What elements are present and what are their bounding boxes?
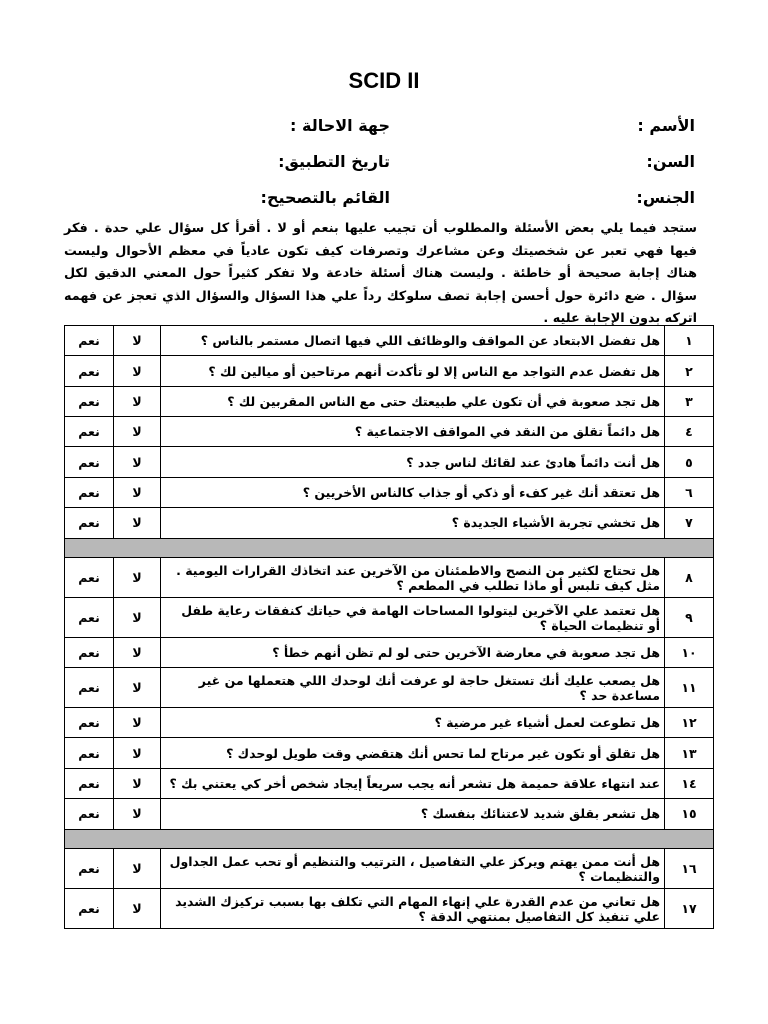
question-number: ٩ bbox=[665, 598, 714, 638]
question-text: هل أنت دائماً هادئ عند لقائك لناس جدد ؟ bbox=[161, 447, 665, 477]
answer-no-option[interactable]: لا bbox=[114, 558, 161, 598]
section-separator bbox=[65, 538, 714, 558]
date-field-label: تاريخ التطبيق: bbox=[278, 152, 390, 171]
question-row bbox=[65, 508, 714, 538]
question-text: هل يصعب عليك أنك تستغل حاجة لو عرفت أنك لوحدك اللي هتعملها من غير مساعدة حد ؟ bbox=[161, 668, 665, 708]
question-number: ٤ bbox=[665, 417, 714, 447]
question-row bbox=[65, 447, 714, 477]
answer-no-option[interactable]: لا bbox=[114, 417, 161, 447]
question-number: ١٤ bbox=[665, 768, 714, 798]
question-text: هل تطوعت لعمل أشياء غير مرضية ؟ bbox=[161, 708, 665, 738]
answer-yes-option[interactable]: نعم bbox=[65, 708, 114, 738]
question-row bbox=[65, 558, 714, 598]
answer-no-option[interactable]: لا bbox=[114, 477, 161, 507]
answer-yes-option[interactable]: نعم bbox=[65, 386, 114, 416]
answer-no-option[interactable]: لا bbox=[114, 768, 161, 798]
question-row bbox=[65, 849, 714, 889]
page-title: SCID II bbox=[348, 68, 420, 93]
answer-yes-option[interactable]: نعم bbox=[65, 738, 114, 768]
question-number: ١٥ bbox=[665, 799, 714, 829]
question-text: هل تعتمد علي الآخرين ليتولوا المساحات الهامة في حياتك كنفقات رعاية طفل أو تنظيمات الحياة ؟ bbox=[161, 598, 665, 638]
question-text: هل تحتاج لكثير من النصح والاطمئنان من الآخرين عند اتخاذك القرارات اليومية . مثل كيف تلبس أو ماذا تطلب في المطعم ؟ bbox=[161, 558, 665, 598]
answer-yes-option[interactable]: نعم bbox=[65, 637, 114, 667]
referral-field-label: جهة الاحالة : bbox=[290, 116, 390, 135]
answer-yes-option[interactable]: نعم bbox=[65, 768, 114, 798]
answer-yes-option[interactable]: نعم bbox=[65, 326, 114, 356]
question-number: ١٦ bbox=[665, 849, 714, 889]
age-field-label: السن: bbox=[646, 152, 695, 171]
question-row bbox=[65, 889, 714, 929]
question-number: ١٢ bbox=[665, 708, 714, 738]
question-text: هل تجد صعوبة في معارضة الآخرين حتى لو لم تظن أنهم خطأ ؟ bbox=[161, 637, 665, 667]
answer-no-option[interactable]: لا bbox=[114, 637, 161, 667]
question-text: هل تقلق أو تكون غير مرتاح لما تحس أنك هتقضي وقت طويل لوحدك ؟ bbox=[161, 738, 665, 768]
answer-no-option[interactable]: لا bbox=[114, 447, 161, 477]
answer-no-option[interactable]: لا bbox=[114, 889, 161, 929]
answer-no-option[interactable]: لا bbox=[114, 738, 161, 768]
question-text: هل دائماً تقلق من النقد في المواقف الاجتماعية ؟ bbox=[161, 417, 665, 447]
question-row bbox=[65, 386, 714, 416]
question-number: ١٣ bbox=[665, 738, 714, 768]
question-row bbox=[65, 326, 714, 356]
answer-no-option[interactable]: لا bbox=[114, 598, 161, 638]
sex-field-label: الجنس: bbox=[636, 188, 695, 207]
question-text: هل تجد صعوبة في أن تكون علي طبيعتك حتى مع الناس المقربين لك ؟ bbox=[161, 386, 665, 416]
answer-yes-option[interactable]: نعم bbox=[65, 447, 114, 477]
section-separator bbox=[65, 829, 714, 849]
answer-yes-option[interactable]: نعم bbox=[65, 477, 114, 507]
question-row bbox=[65, 668, 714, 708]
question-number: ١ bbox=[665, 326, 714, 356]
answer-no-option[interactable]: لا bbox=[114, 508, 161, 538]
answer-no-option[interactable]: لا bbox=[114, 356, 161, 386]
question-row bbox=[65, 637, 714, 667]
question-number: ٢ bbox=[665, 356, 714, 386]
question-number: ١٧ bbox=[665, 889, 714, 929]
question-row bbox=[65, 708, 714, 738]
question-row bbox=[65, 477, 714, 507]
question-number: ٦ bbox=[665, 477, 714, 507]
answer-yes-option[interactable]: نعم bbox=[65, 417, 114, 447]
answer-yes-option[interactable]: نعم bbox=[65, 558, 114, 598]
question-row bbox=[65, 768, 714, 798]
answer-no-option[interactable]: لا bbox=[114, 386, 161, 416]
answer-no-option[interactable]: لا bbox=[114, 799, 161, 829]
answer-yes-option[interactable]: نعم bbox=[65, 889, 114, 929]
question-number: ٧ bbox=[665, 508, 714, 538]
question-number: ١١ bbox=[665, 668, 714, 708]
question-text: عند انتهاء علاقة حميمة هل تشعر أنه يجب سريعاً إيجاد شخص أخر كي يعتني بك ؟ bbox=[161, 768, 665, 798]
answer-yes-option[interactable]: نعم bbox=[65, 799, 114, 829]
instructions-paragraph: ستجد فيما يلي بعض الأسئلة والمطلوب أن تجيب عليها بنعم أو لا . أقرأ كل سؤال علي حدة . فكر فيها فهي تعبر عن شخصيتك وعن مشاعرك وتصرفات كيف تكون عادياً في معظم الأحوال وليست هناك إجابة صحيحة أو خاطئة . وليست هناك أسئلة خادعة ولا تفكر كثيراً حول المعني الدقيق لكل سؤال . ضع دائرة حول أحسن إجابة تصف سلوكك رداً علي هذا السؤال والسؤال الذي تعجز عن فهمه اتركه بدون الإجابة عليه . bbox=[64, 221, 697, 326]
question-row bbox=[65, 598, 714, 638]
question-text: هل تفضل الابتعاد عن المواقف والوظائف اللي فيها اتصال مستمر بالناس ؟ bbox=[161, 326, 665, 356]
question-number: ١٠ bbox=[665, 637, 714, 667]
question-row bbox=[65, 799, 714, 829]
questions-table bbox=[64, 325, 714, 929]
question-text: هل تشعر بقلق شديد لاعتنائك بنفسك ؟ bbox=[161, 799, 665, 829]
answer-yes-option[interactable]: نعم bbox=[65, 668, 114, 708]
answer-yes-option[interactable]: نعم bbox=[65, 849, 114, 889]
question-text: هل أنت ممن يهتم ويركز علي التفاصيل ، الترتيب والتنظيم أو تحب عمل الجداول والتنظيمات ؟ bbox=[161, 849, 665, 889]
answer-no-option[interactable]: لا bbox=[114, 708, 161, 738]
question-row bbox=[65, 356, 714, 386]
question-text: هل تعاني من عدم القدرة علي إنهاء المهام التي تكلف بها بسبب تركيزك الشديد علي تنفيذ كل التفاصيل بمنتهي الدقة ؟ bbox=[161, 889, 665, 929]
question-number: ٥ bbox=[665, 447, 714, 477]
answer-no-option[interactable]: لا bbox=[114, 668, 161, 708]
question-text: هل تخشي تجربة الأشياء الجديدة ؟ bbox=[161, 508, 665, 538]
question-text: هل تعتقد أنك غير كفء أو ذكي أو جذاب كالناس الأخريين ؟ bbox=[161, 477, 665, 507]
answer-no-option[interactable]: لا bbox=[114, 849, 161, 889]
answer-no-option[interactable]: لا bbox=[114, 326, 161, 356]
answer-yes-option[interactable]: نعم bbox=[65, 356, 114, 386]
question-number: ٨ bbox=[665, 558, 714, 598]
question-text: هل تفضل عدم التواجد مع الناس إلا لو تأكدت أنهم مرتاحين أو ميالين لك ؟ bbox=[161, 356, 665, 386]
question-number: ٣ bbox=[665, 386, 714, 416]
answer-yes-option[interactable]: نعم bbox=[65, 508, 114, 538]
question-row bbox=[65, 417, 714, 447]
answer-yes-option[interactable]: نعم bbox=[65, 598, 114, 638]
corrector-field-label: القائم بالتصحيح: bbox=[260, 188, 390, 207]
question-row bbox=[65, 738, 714, 768]
name-field-label: الأسم : bbox=[637, 116, 695, 135]
